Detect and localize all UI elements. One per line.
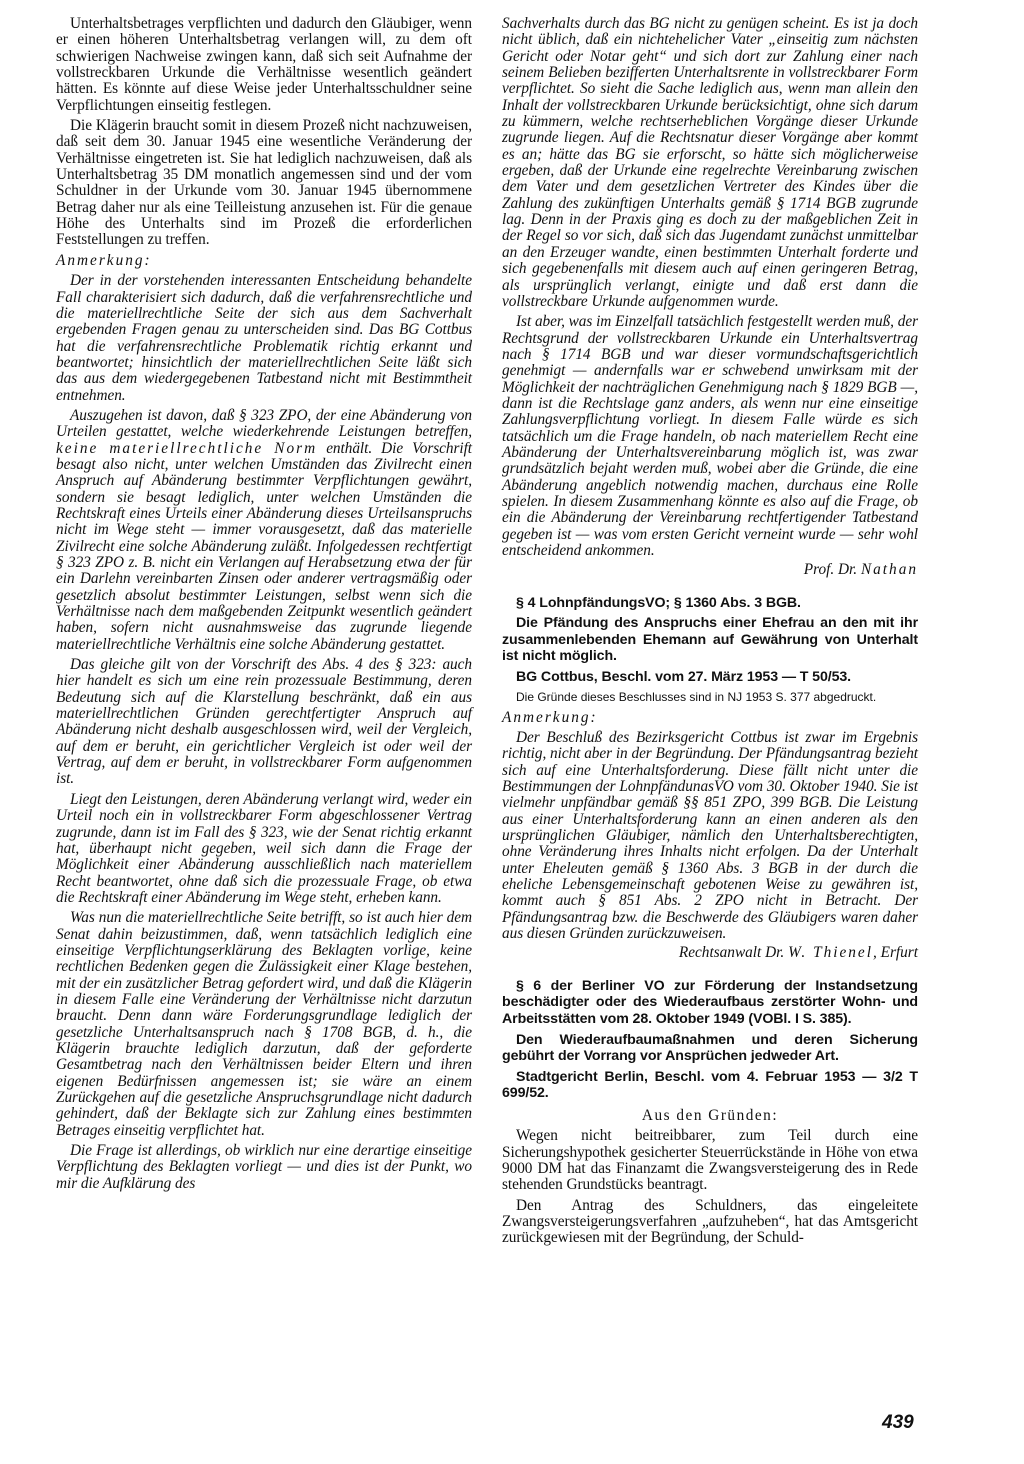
signature-suffix: , Erfurt xyxy=(872,944,918,962)
annotation-heading: Anmerkung: xyxy=(56,251,152,269)
case-citation: Stadtgericht Berlin, Beschl. vom 4. Februar 1953 — 3/2 T 699/52. xyxy=(502,1068,918,1102)
page-number: 439 xyxy=(882,1412,914,1433)
signature-name: W. Thienel xyxy=(788,944,873,962)
signature xyxy=(502,945,918,961)
section-heading: Aus den Gründen: xyxy=(641,1106,779,1124)
small-note: Die Gründe dieses Beschlusses sind in NJ 1953 S. 377 abgedruckt. xyxy=(516,689,877,704)
case-headnote: Die Pfändung des Anspruchs einer Ehefrau an den mit ihr zusammenlebenden Ehemann auf Gewährung von Unterhalt ist nicht möglich. xyxy=(502,615,918,665)
paragraph: Was nun die materiellrechtliche Seite betrifft, so ist auch hier dem Senat dahin beizustimmen, daß, wenn tatsächlich lediglich eine einseitige Verpflichtungserklärung des Beklagten vorlige, keine rechtlichen Bedenken gegen die Zulässigkeit einer Klage bestehen, mit der ein zusätzlicher Betrag gefordert wird, und daß die Klägerin in diesem Falle eine Veränderung der Verhältnisse nicht darzutun braucht. Denn dann wäre Forderungsgrundlage lediglich der gesetzliche Unterhaltsanspruch nach § 1708 BGB, d. h., die Klägerin brauchte lediglich darzutun, daß der geforderte Gesamtbetrag nach den Verhältnissen beider Eltern und ihren eigenen Bedürfnissen angemessen ist; sie wäre an einem Zurückgehen auf die gesetzliche Anspruchsgrundlage nicht dadurch gehindert, daß der Beklagte sich zur Zahlung eines bestimmten Betrages einseitig verpflichtet hat. xyxy=(56,909,472,1139)
paragraph: Die Frage ist allerdings, ob wirklich nur eine derartige einseitige Verpflichtung des Beklagten vorliegt — und dies ist der Punkt, wo mir die Aufklärung des xyxy=(56,1142,472,1192)
text-run: enthält. Die Vorschrift besagt also nicht, unter welchen Umständen das Zivilrecht einen Anspruch auf Abänderung bestimmter Verpflichtungen gewährt, sondern sie besagt lediglich, unter welchen Umständen die Rechtskraft eines Urteils einer Abänderung dieses Urteilsanspruchs nicht im Wege steht — immer vorausgesetzt, daß das materielle Zivilrecht eine solche Abänderung zuläßt. Infolgedessen rechtfertigt § 323 ZPO z. B. nicht ein Verlangen auf Herabsetzung etwa der für ein Darlehn vereinbarten Zinsen oder anderer vertragsmäßig oder gesetzlich absolut bestimmter Leistungen, selbst wenn sich die Verhältnisse nach dem maßgebenden Zeitpunkt wesentlich geändert haben, sofern nicht ausnahmsweise das zugrunde liegende materiellrechtliche Verhältnis eine solche Abänderung gestattet. xyxy=(56,439,472,653)
spaced-text: keine materiellrechtliche Norm xyxy=(56,439,318,457)
text-run: Auszugehen ist davon, daß § 323 ZPO, der eine Abänderung von Urteilen gestattet, welche wiederkehrende Leistungen betreffen, xyxy=(56,406,472,441)
paragraph: Den Antrag des Schuldners, das eingeleitete Zwangsversteigerungsverfahren „aufzuheben“, hat das Amtsgericht zurückgewiesen mit der Begründung, der Schuld- xyxy=(502,1196,918,1247)
paragraph: Die Klägerin braucht somit in diesem Prozeß nicht nachzuweisen, daß seit dem 30. Januar 1945 eine wesentliche Veränderung der Verhältnisse eingetreten ist. Sie hat lediglich nachzuweisen, daß als Unterhaltsbetrag 35 DM monatlich angemessen sind und der vom Schuldner in der Urkunde vom 30. Januar 1945 übernommene Betrag daher nur als eine Teilleistung anzusehen ist. Für die genaue Höhe des Unterhalts sind im Prozeß die erforderlichen Feststellungen zu treffen. xyxy=(56,117,472,249)
case-heading: § 4 LohnpfändungsVO; § 1360 Abs. 3 BGB. xyxy=(516,594,801,611)
signature xyxy=(502,562,918,578)
paragraph xyxy=(56,408,472,653)
left-column xyxy=(56,16,472,1192)
paragraph: Sachverhalts durch das BG nicht zu genügen scheint. Es ist ja doch nicht üblich, daß ein nichtehelicher Vater „einseitig zum nächsten Gericht oder Notar geht“ und sich dort zur Zahlung einer nach seinem Belieben bezifferten Unterhaltsrente in vollstreckbarer Form verpflichtet. So sieht die Sache lediglich aus, wenn man allein den Inhalt der vollstreckbaren Urkunde berücksichtigt, ohne sich darum zu kümmern, welche rechtserheblichen Vorgänge dieser Urkunde zugrunde liegen. Auf die Rechtsnatur dieser Vorgänge aber kommt es an; hätte das BG sie erforscht, so hätte sich möglicherweise ergeben, daß der Urkunde eine regelrechte Vereinbarung zwischen dem Vater und dem gesetzlichen Vertreter des Kindes über die Zahlung des zukünftigen Unterhalts gemäß § 1714 BGB zugrunde lag. Denn in der Praxis ging es doch zu der maßgeblichen Zeit in der Regel so vor sich, daß sich das Jugendamt zunächst unmittelbar an den Erzeuger wandte, einen bestimmten Unterhalt forderte und sich gegebenenfalls mit diesem auch auf einen geringeren Betrag, als ursprünglich verlangt, einigte und daß erst dann die vollstreckbare Urkunde aufgenommen wurde. xyxy=(502,15,918,310)
signature-prefix: Prof. Dr. xyxy=(803,561,861,579)
paragraph: Ist aber, was im Einzelfall tatsächlich festgestellt werden muß, der Rechtsgrund der vollstreckbaren Urkunde ein Unterhaltsvertrag nach § 1714 BGB und war dieser vormundschaftsgerichtlich genehmigt — andernfalls war er schwebend unwirksam mit der Möglichkeit der nachträglichen Genehmigung nach § 1829 BGB —, dann ist die Rechtslage ganz anders, als wenn nur eine einseitige Zahlungsverpflichtung vorliegt. In diesem Falle würde es sich tatsächlich um die Frage handeln, ob nach materiellem Recht eine Abänderung der Unterhaltsvereinbarung möglich ist, was zwar grundsätzlich bejaht werden muß, wobei aber die Gründe, die eine Abänderung angeblich notwendig machen, durchaus eine Rolle spielen. In diesem Zusammenhang könnte es also auf die Frage, ob ein die Abänderung der Vereinbarung rechtfertigender Tatbestand gegeben ist — was vom ersten Gericht verneint wurde — sehr wohl entscheidend ankommen. xyxy=(502,313,918,559)
paragraph: Wegen nicht beitreibbarer, zum Teil durch eine Sicherungshypothek gesicherter Steuerrückstände in Höhe von etwa 9000 DM hat das Finanzamt die Zwangsversteigerung des in Rede stehenden Grundstücks beantragt. xyxy=(502,1127,918,1194)
case-heading: § 6 der Berliner VO zur Förderung der Instandsetzung beschädigter oder des Wiederaufbaus zerstörter Wohn- und Arbeitsstätten vom 28. Oktober 1949 (VOBl. I S. 385). xyxy=(502,977,918,1027)
paragraph: Der Beschluß des Bezirksgericht Cottbus ist zwar im Ergebnis richtig, nicht aber in der Begründung. Der Pfändungsantrag bezieht sich auf eine Unterhaltsforderung. Diese fällt nicht unter die Bestimmungen der LohnpfändunasVO vom 30. Oktober 1940. Sie ist vielmehr unpfändbar gemäß §§ 851 ZPO, 399 BGB. Die Leistung aus einer Unterhaltsforderung kann an einen anderen als den ursprünglichen Gläubiger, nämlich den Unterhaltsberechtigten, ohne Veränderung ihres Inhalts nicht erfolgen. Da der Unterhalt unter Eheleuten gemäß § 1360 Abs. 3 BGB in der durch die eheliche Lebensgemeinschaft gebotenen Weise zu gewähren ist, kommt auch § 851 Abs. 2 ZPO nicht in Betracht. Der Pfändungsantrag bzw. die Beschwerde des Gläubigers waren daher aus diesen Gründen zurückzuweisen. xyxy=(502,729,918,943)
paragraph: Der in der vorstehenden interessanten Entscheidung behandelte Fall charakterisiert sich dadurch, daß die verfahrensrechtliche und die materiellrechtliche Seite der sich aus dem Sachverhalt ergebenden Fragen genau zu unterscheiden sind. Das BG Cottbus hat die verfahrensrechtliche Problematik richtig erkannt und beantwortet; hinsichtlich der materiellrechtlichen Seite läßt sich das aus dem wiedergegebenen Tatbestand nicht mit Bestimmtheit entnehmen. xyxy=(56,272,472,404)
case-headnote: Den Wiederaufbaumaßnahmen und deren Sicherung gebührt der Vorrang vor Ansprüchen jedweder Art. xyxy=(502,1031,918,1065)
annotation-heading: Anmerkung: xyxy=(502,708,598,726)
case-citation: BG Cottbus, Beschl. vom 27. März 1953 — T 50/53. xyxy=(516,669,852,686)
signature-prefix: Rechtsanwalt Dr. xyxy=(678,944,789,962)
signature-name: Nathan xyxy=(860,561,918,579)
paragraph: Unterhaltsbetrages verpflichten und dadurch den Gläubiger, wenn er einen höheren Unterhaltsbetrag verlangen will, zu dem oft schwierigen Nachweise zwingen kann, daß sich seit Aufnahme der vollstreckbaren Urkunde die Verhältnisse wesentlich geändert hätten. Es könnte auf diese Weise jeder Unterhaltsschuldner seine Verpflichtungen einseitig festlegen. xyxy=(56,15,472,114)
paragraph: Das gleiche gilt von der Vorschrift des Abs. 4 des § 323: auch hier handelt es sich um eine rein prozessuale Bestimmung, deren Bedeutung sich auf die Klarstellung beschränkt, daß ein aus materiellrechtlichen Gründen gerechtfertigter Anspruch auf Abänderung nicht deshalb ausgeschlossen wird, weil der Vergleich, auf dem er beruht, ein gerichtlicher Vergleich ist oder weil der Vertrag, auf dem er beruht, in vollstreckbarer Form aufgenommen ist. xyxy=(56,656,472,788)
right-column xyxy=(502,16,918,1247)
paragraph: Liegt den Leistungen, deren Abänderung verlangt wird, weder ein Urteil noch ein in vollstreckbarer Form abgeschlossener Vertrag zugrunde, dann ist im Fall des § 323, wie der Senat richtig erkannt hat, überhaupt nicht gegeben, weil sich dann die Frage der Möglichkeit einer Abänderung ausschließlich nach materiellem Recht beantwortet, ohne daß sich die prozessuale Frage, ob etwa die Rechtskraft einer Abänderung im Wege steht, erheben kann. xyxy=(56,790,472,906)
